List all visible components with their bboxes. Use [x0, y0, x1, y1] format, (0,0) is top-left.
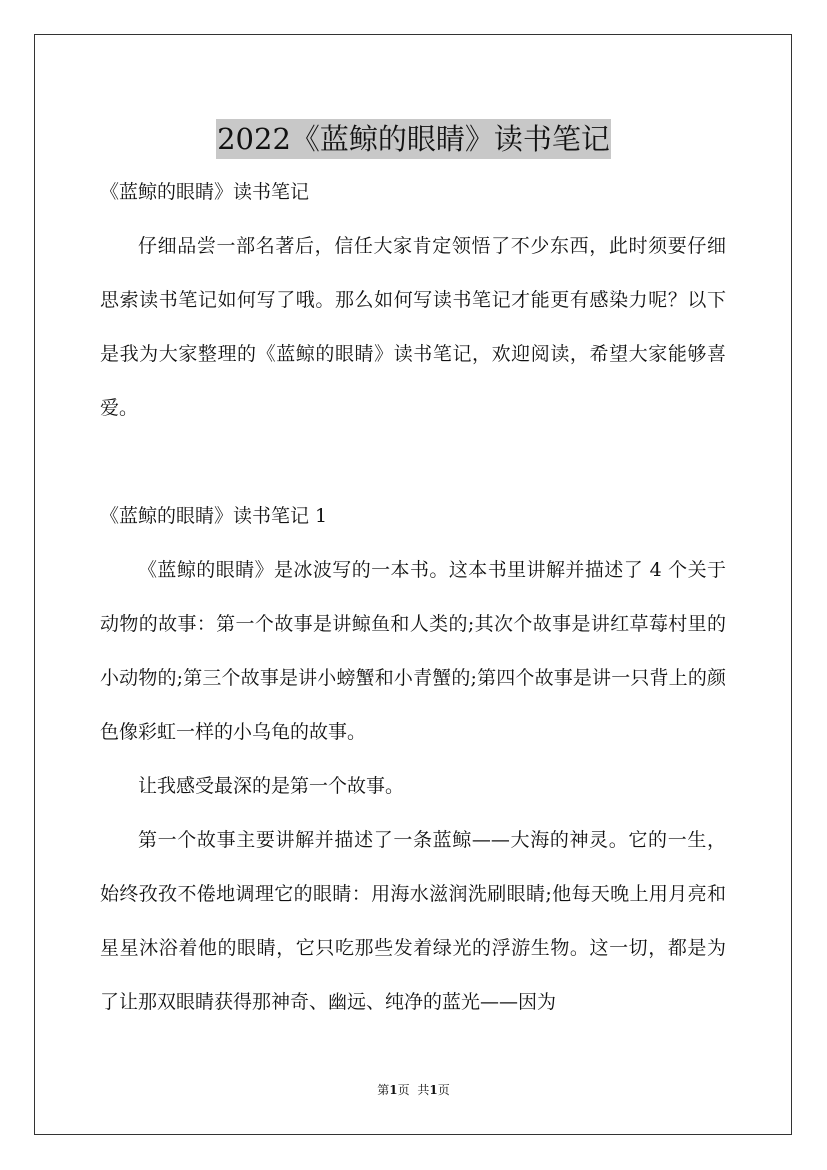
document-body — [100, 165, 726, 1029]
total-pages: 1 — [429, 1083, 438, 1097]
intro-paragraph: 仔细品尝一部名著后，信任大家肯定领悟了不少东西，此时须要仔细思索读书笔记如何写了哦。那么如何写读书笔记才能更有感染力呢？以下是我为大家整理的《蓝鲸的眼睛》读书笔记，欢迎阅读，希望大家能够喜爱。 — [100, 235, 726, 419]
page-number: 1 — [389, 1083, 398, 1097]
page-suffix: 页 — [397, 1083, 410, 1097]
body-paragraph-2: 让我感受最深的是第一个故事。 — [138, 775, 405, 797]
body-paragraph-1: 《蓝鲸的眼睛》是冰波写的一本书。这本书里讲解并描述了 4 个关于动物的故事：第一个故事是讲鲸鱼和人类的;其次个故事是讲红草莓村里的小动物的;第三个故事是讲小螃蟹和小青蟹的;第四个故事是讲一只背上的颜色像彩虹一样的小乌龟的故事。 — [100, 559, 726, 743]
page-prefix: 第 — [377, 1083, 390, 1097]
body-paragraph-3: 第一个故事主要讲解并描述了一条蓝鲸——大海的神灵。它的一生，始终孜孜不倦地调理它的眼睛：用海水滋润洗刷眼睛;他每天晚上用月亮和星星沐浴着他的眼睛，它只吃那些发着绿光的浮游生物。这一切，都是为了让那双眼睛获得那神奇、幽远、纯净的蓝光——因为 — [100, 829, 726, 1013]
page-footer — [0, 1082, 827, 1098]
paragraph-spacer — [100, 435, 726, 489]
total-prefix: 共 — [417, 1083, 430, 1097]
document-title: 2022《蓝鲸的眼睛》读书笔记 — [216, 119, 611, 159]
section-heading: 《蓝鲸的眼睛》读书笔记 1 — [100, 505, 328, 527]
document-subtitle: 《蓝鲸的眼睛》读书笔记 — [100, 181, 310, 203]
total-suffix: 页 — [437, 1083, 450, 1097]
